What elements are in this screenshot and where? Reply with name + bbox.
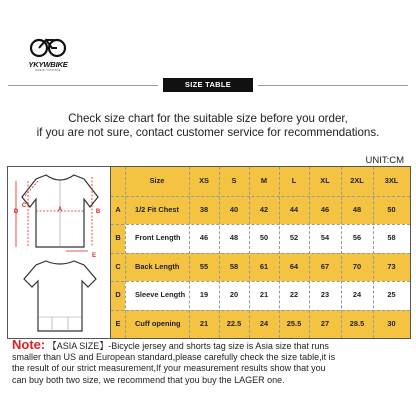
table-cell: 50 (249, 224, 279, 253)
table-cell: 30 (373, 310, 410, 339)
table-cell: 48 (219, 224, 249, 253)
diagram-label-e: E (91, 253, 96, 259)
table-cell: 22 (279, 281, 309, 310)
table-cell: 73 (373, 253, 410, 282)
size-header-3xl: 3XL (373, 167, 410, 196)
size-header-l: L (279, 167, 309, 196)
jersey-back-icon (24, 261, 96, 331)
table-cell: 61 (249, 253, 279, 282)
diagram-label-b: B (95, 209, 101, 215)
table-cell: 46 (309, 196, 341, 225)
intro-line-1: Check size chart for the suitable size before you order, (68, 112, 348, 125)
column-divider (249, 167, 250, 338)
row-code-d: D (111, 281, 125, 310)
table-cell: 22.5 (219, 310, 249, 339)
note-line-1: 【ASIA SIZE】-Bicycle jersey and shorts tag size is Asia size that runs (47, 341, 329, 351)
jersey-diagrams (8, 167, 111, 338)
jersey-front-icon (16, 175, 98, 251)
brand-name: YKYWBIKE (28, 60, 68, 69)
banner-left-rule (8, 85, 158, 86)
intro-line-2: if you are not sure, contact customer service for recommendations. (36, 126, 380, 139)
size-header-xs: XS (189, 167, 219, 196)
row-divider (111, 224, 410, 225)
table-cell: 56 (341, 224, 373, 253)
row-label: Back Length (125, 253, 189, 282)
row-label: 1/2 Fit Chest (125, 196, 189, 225)
brand-logo (18, 36, 78, 76)
table-cell: 46 (189, 224, 219, 253)
table-cell: 24 (341, 281, 373, 310)
row-code-e: E (111, 310, 125, 339)
table-cell: 20 (219, 281, 249, 310)
bicycle-logo-icon (30, 36, 66, 60)
row-label: Sleeve Length (125, 281, 189, 310)
table-cell: 38 (189, 196, 219, 225)
size-header-2xl: 2XL (341, 167, 373, 196)
table-cell: 48 (341, 196, 373, 225)
table-cell: 50 (373, 196, 410, 225)
table-cell: 58 (219, 253, 249, 282)
row-divider (111, 281, 410, 282)
table-cell: 44 (279, 196, 309, 225)
column-divider (219, 167, 220, 338)
table-cell: 25 (373, 281, 410, 310)
note-line-3: the result of our strict measurement,If your measurement results show that you (12, 363, 326, 374)
table-cell: 25.5 (279, 310, 309, 339)
column-divider (341, 167, 342, 338)
column-divider (125, 167, 126, 338)
table-cell: 42 (249, 196, 279, 225)
table-cell: 55 (189, 253, 219, 282)
table-cell: 54 (309, 224, 341, 253)
size-header-m: M (249, 167, 279, 196)
size-header-xl: XL (309, 167, 341, 196)
row-divider (111, 196, 410, 197)
row-code-a: A (111, 196, 125, 225)
row-label: Cuff opening (125, 310, 189, 339)
table-cell: 28.5 (341, 310, 373, 339)
diagram-label-a: A (57, 207, 63, 213)
note-line-4: can buy both two size, we recommend that you buy the LAGER one. (12, 374, 285, 385)
row-divider (111, 310, 410, 311)
table-cell: 21 (249, 281, 279, 310)
size-header-s: S (219, 167, 249, 196)
table-cell: 21 (189, 310, 219, 339)
banner-right-rule (258, 85, 408, 86)
diagram-label-c: C (21, 203, 27, 209)
row-code-b: B (111, 224, 125, 253)
table-cell: 40 (219, 196, 249, 225)
table-cell: 58 (373, 224, 410, 253)
size-table-banner (0, 78, 416, 92)
table-cell: 19 (189, 281, 219, 310)
note-label: Note: (12, 337, 46, 352)
size-note (12, 339, 408, 386)
row-divider (111, 253, 410, 254)
row-label: Front Length (125, 224, 189, 253)
table-cell: 67 (309, 253, 341, 282)
table-cell: 52 (279, 224, 309, 253)
size-chart (7, 166, 411, 339)
column-divider (279, 167, 280, 338)
column-divider (189, 167, 190, 338)
section-title: SIZE TABLE (163, 78, 253, 92)
size-header: Size (125, 167, 189, 196)
brand-tagline: RIDE BY YOUR BIKE (35, 69, 61, 72)
table-cell: 27 (309, 310, 341, 339)
diagram-label-d: D (13, 209, 19, 215)
table-cell: 64 (279, 253, 309, 282)
column-divider (373, 167, 374, 338)
unit-label: UNIT:CM (365, 155, 404, 166)
table-cell: 24 (249, 310, 279, 339)
column-divider (309, 167, 310, 338)
note-line-2: smaller than US and European standard,please carefully check the size table,it is (12, 352, 336, 363)
table-cell: 70 (341, 253, 373, 282)
row-code-c: C (111, 253, 125, 282)
table-cell: 23 (309, 281, 341, 310)
